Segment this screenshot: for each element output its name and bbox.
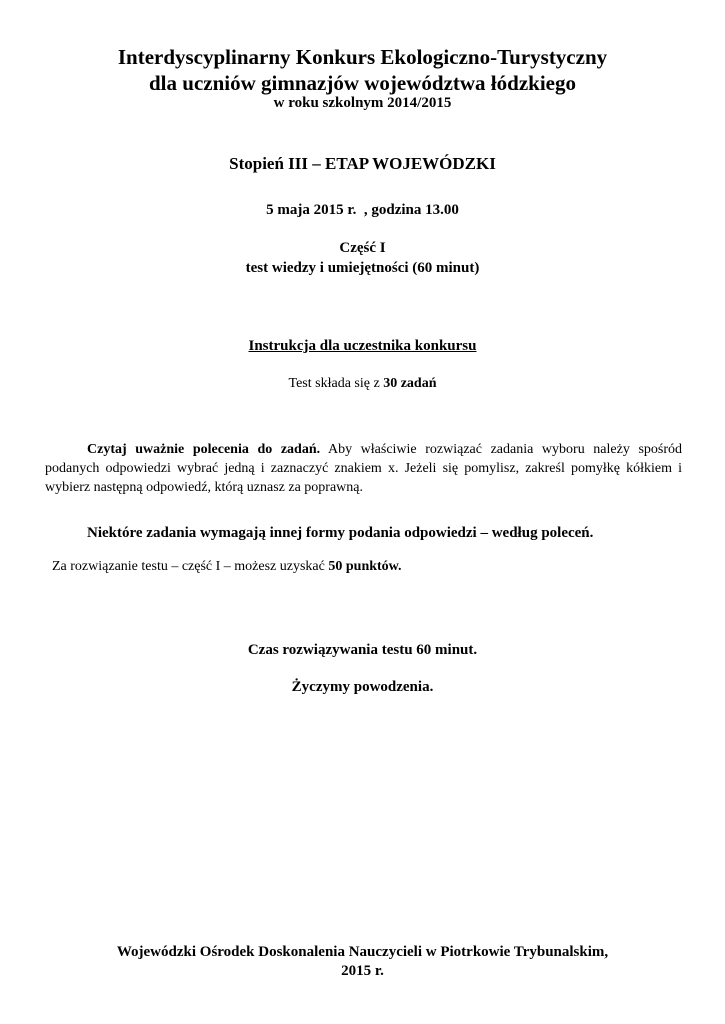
test-count-value: 30 zadań <box>383 376 437 391</box>
title-line-1: Interdyscyplinarny Konkurs Ekologiczno-Turystyczny <box>117 45 608 69</box>
title-line-2: dla uczniów gimnazjów województwa łódzkiego <box>149 71 576 95</box>
stage-heading: Stopień III – ETAP WOJEWÓDZKI <box>229 154 496 173</box>
other-forms-note: Niektóre zadania wymagają innej formy podania odpowiedzi – według poleceń. <box>87 525 594 541</box>
footer-line-1: Wojewódzki Ośrodek Doskonalenia Nauczycieli w Piotrkowie Trybunalskim, <box>116 944 609 960</box>
points-line <box>52 560 402 574</box>
read-carefully-text: Aby właściwie rozwiązać zadania wyboru należy spośród podanych odpowiedzi wybrać jedną i zaznaczyć znakiem x. Jeżeli się pomylisz, zakreśl pomyłkę kółkiem i wybierz następną odpowiedź, którą uznasz za poprawną. <box>45 442 682 495</box>
read-carefully-bold: Czytaj uważnie polecenia do zadań. <box>87 442 321 457</box>
good-luck: Życzymy powodzenia. <box>291 679 434 695</box>
instructions-heading <box>0 339 725 354</box>
instruction-paragraph <box>45 440 682 497</box>
part-description: test wiedzy i umiejętności (60 minut) <box>245 260 480 276</box>
test-count-prefix: Test składa się z <box>288 376 384 391</box>
points-value: 50 punktów. <box>328 559 402 574</box>
points-prefix: Za rozwiązanie testu – część I – możesz uzyskać <box>52 559 329 574</box>
footer-line-2: 2015 r. <box>341 963 384 979</box>
instructions-heading-text: Instrukcja dla uczestnika konkursu <box>248 338 477 354</box>
exam-date-time: 5 maja 2015 r. , godzina 13.00 <box>266 202 459 218</box>
time-note: Czas rozwiązywania testu 60 minut. <box>247 642 478 658</box>
test-count-line <box>0 377 725 391</box>
part-label: Część I <box>339 240 386 256</box>
school-year: w roku szkolnym 2014/2015 <box>273 95 452 111</box>
